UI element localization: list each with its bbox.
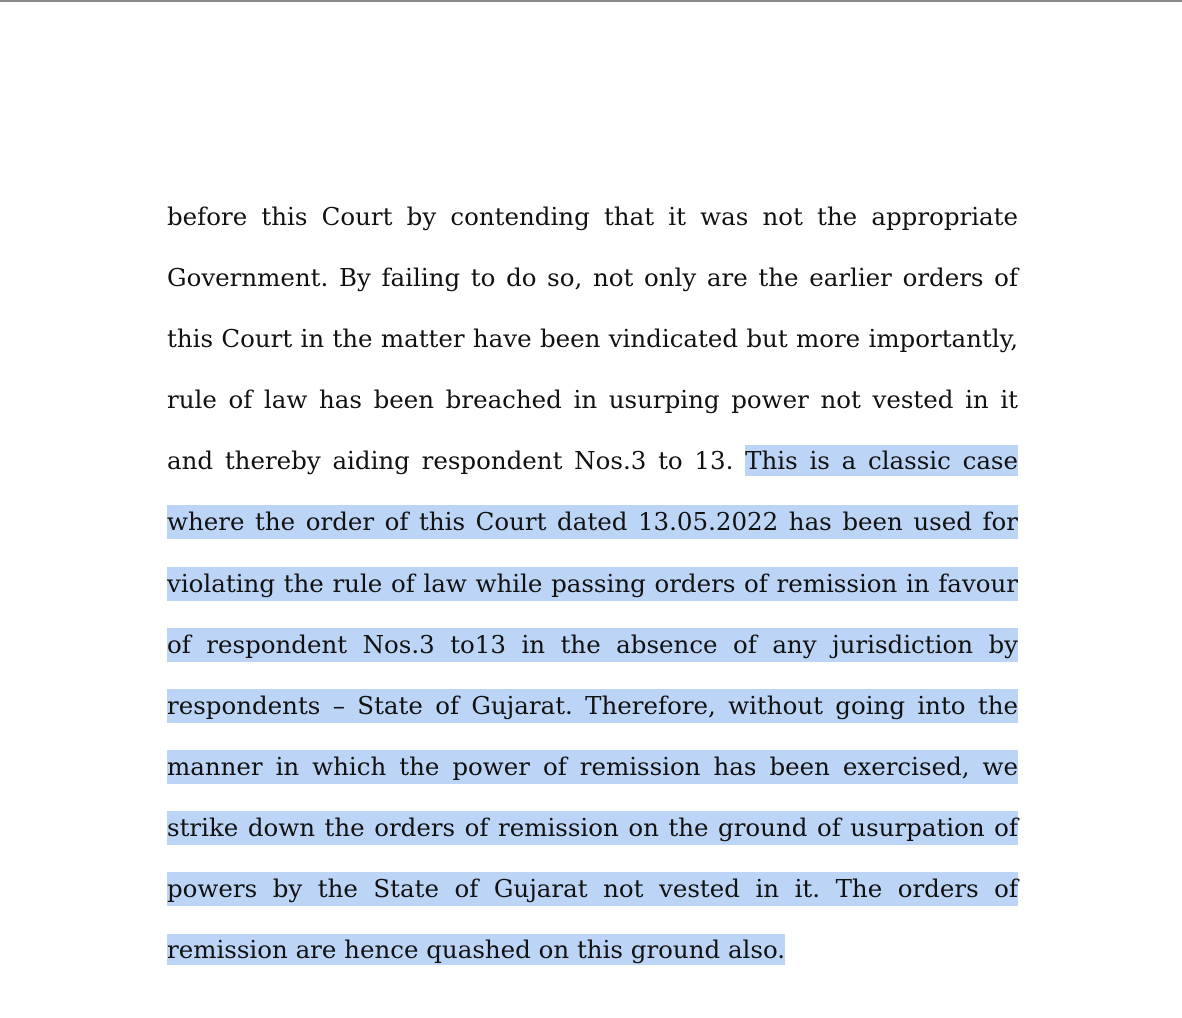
selected-text: where the order of this Court dated 13.05.2022 has been used for bbox=[167, 505, 1018, 539]
line-text: rule of law has been breached in usurping power not vested in it bbox=[167, 385, 1018, 415]
text-line-selected bbox=[167, 811, 1018, 872]
selected-text: powers by the State of Gujarat not vested in it. The orders of bbox=[167, 872, 1018, 906]
line-text: Government. By failing to do so, not only are the earlier orders of bbox=[167, 263, 1018, 293]
text-line bbox=[167, 322, 1018, 383]
selected-text: of respondent Nos.3 to13 in the absence of any jurisdiction by bbox=[167, 628, 1018, 662]
text-line-selected bbox=[167, 505, 1018, 566]
text-line bbox=[167, 444, 1018, 505]
line-text-unselected: and thereby aiding respondent Nos.3 to 13. bbox=[167, 446, 746, 476]
selected-text: strike down the orders of remission on the ground of usurpation of bbox=[167, 811, 1018, 845]
selected-text: remission are hence quashed on this ground also. bbox=[167, 935, 786, 965]
selected-text: respondents – State of Gujarat. Therefore, without going into the bbox=[167, 689, 1018, 723]
text-line-selected bbox=[167, 628, 1018, 689]
document-page bbox=[0, 2, 1182, 1018]
selected-text: This is a classic case bbox=[745, 446, 1018, 476]
judgment-paragraph[interactable] bbox=[167, 200, 1018, 994]
text-line bbox=[167, 200, 1018, 261]
text-line-selected bbox=[167, 933, 1018, 994]
line-text: before this Court by contending that it was not the appropriate bbox=[167, 202, 1018, 231]
text-line-selected bbox=[167, 750, 1018, 811]
line-text: this Court in the matter have been vindicated but more importantly, bbox=[167, 324, 1018, 354]
selected-text: violating the rule of law while passing orders of remission in favour bbox=[167, 567, 1018, 601]
text-line bbox=[167, 261, 1018, 322]
text-line-selected bbox=[167, 872, 1018, 933]
text-line-selected bbox=[167, 689, 1018, 750]
text-line-selected bbox=[167, 567, 1018, 628]
selected-text: manner in which the power of remission has been exercised, we bbox=[167, 750, 1018, 784]
text-line bbox=[167, 383, 1018, 444]
